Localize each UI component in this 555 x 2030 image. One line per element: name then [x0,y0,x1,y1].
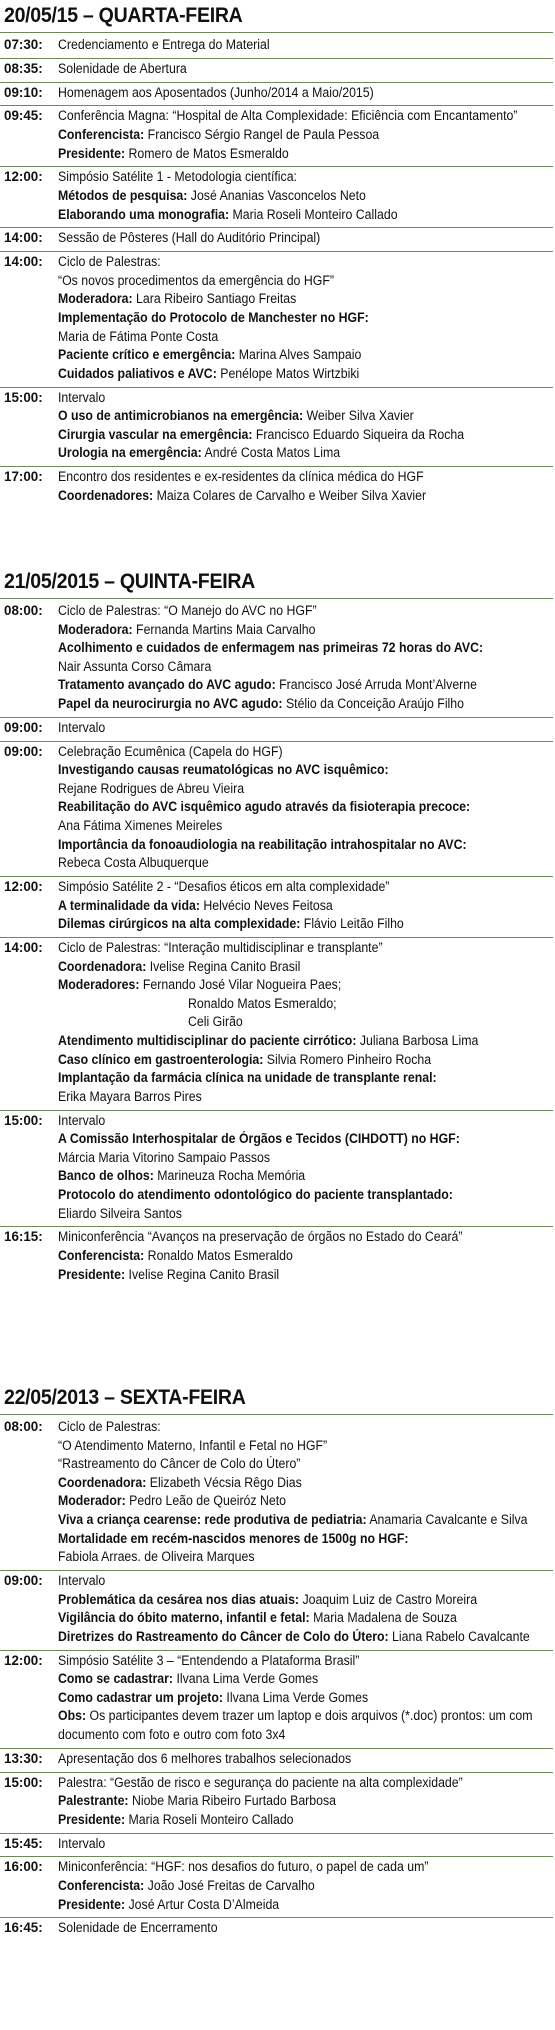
entry-text: André Costa Matos Lima [201,445,341,461]
entry-text: Maria Roseli Monteiro Callado [125,1811,294,1827]
time-label: 12:00: [4,169,43,185]
entry-text: Joaquim Luiz de Castro Moreira [299,1591,478,1607]
topic-label: Importância da fonoaudiologia na reabilitação intrahospitalar no AVC: [58,836,467,852]
entry-text: Marina Alves Sampaio [235,347,362,363]
divider [0,1110,553,1111]
topic-label: A Comissão Interhospitalar de Órgãos e Tecidos (CIHDOTT) no HGF: [58,1131,460,1147]
entry-text: Palestra: “Gestão de risco e segurança do paciente na alta complexidade” [58,1774,463,1790]
divider [0,1772,553,1773]
entry-text: Encontro dos residentes e ex-residentes da clínica médica do HGF [58,469,424,485]
topic-label: Presidente: [58,1266,126,1282]
entry-text: Ilvana Lima Verde Gomes [222,1689,369,1705]
time-label: 09:10: [4,84,43,100]
entry-text: Liana Rabelo Cavalcante [388,1628,530,1644]
divider [0,227,553,228]
entry-text: Ivelise Regina Canito Brasil [125,1266,280,1282]
topic-label: Atendimento multidisciplinar do paciente cirrótico: [58,1033,357,1048]
entry-text: Intervalo [58,1573,106,1588]
entry-text: Ciclo de Palestras: [58,254,161,270]
topic-label: Diretrizes do Rastreamento do Câncer de Colo do Útero: [58,1628,389,1644]
divider [0,82,553,83]
entry-text: Fernanda Martins Maia Carvalho [132,621,316,637]
time-label: 15:00: [4,1112,43,1128]
entry-text: Simpósio Satélite 1 - Metodologia científica: [58,169,297,185]
divider [0,741,553,742]
entry-text: Anamaria Cavalcante e Silva [366,1512,528,1527]
topic-label: Investigando causas reumatológicas no AVC isquêmico: [58,762,389,778]
entry-text: Ronaldo Matos Esmeraldo [144,1248,293,1263]
entry-text: Maiza Colares de Carvalho e Weiber Silva Xavier [153,487,427,503]
entry-text: Francisco José Arruda Mont’Alverne [275,677,477,693]
entry-text: Ilvana Lima Verde Gomes [173,1671,319,1687]
time-label: 16:45: [4,1920,43,1936]
time-label: 08:00: [4,1419,43,1434]
entry-text: Romero de Matos Esmeraldo [125,145,289,161]
entry-text: Weiber Silva Xavier [303,408,414,424]
entry-text: Ivelise Regina Canito Brasil [146,958,301,974]
divider [0,1856,553,1857]
entry-text: Flávio Leitão Filho [300,916,404,932]
entry-text: Márcia Maria Vitorino Sampaio Passos [58,1149,271,1165]
topic-label: Cuidados paliativos e AVC: [58,365,217,381]
entry-text: Pedro Leão de Queiróz Neto [125,1493,287,1509]
entry-text: Intervalo [58,389,106,405]
entry-text: Ciclo de Palestras: “Interação multidisciplinar e transplante” [58,940,383,955]
divider [0,32,553,33]
topic-label: Moderadores: [58,977,140,993]
entry-text: Fernando José Vilar Nogueira Paes; [139,977,342,993]
topic-label: Problemática da cesárea nos dias atuais: [58,1591,300,1607]
topic-label: Como cadastrar um projeto: [58,1689,223,1705]
time-label: 17:00: [4,469,43,485]
topic-label: Obs: [58,1708,87,1724]
time-label: 15:45: [4,1835,43,1851]
time-label: 16:15: [4,1229,43,1245]
entry-text: Maria de Fátima Ponte Costa [58,328,219,344]
entry-text: Simpósio Satélite 3 – “Entendendo a Plataforma Brasil” [58,1652,360,1668]
entry-text: Helvécio Neves Feitosa [199,897,333,913]
topic-label: Moderadora: [58,291,133,307]
entry-text: Francisco Eduardo Siqueira da Rocha [252,426,465,442]
topic-label: Implementação do Protocolo de Manchester no HGF: [58,310,369,325]
divider [0,937,553,938]
entry-text: Silvia Romero Pinheiro Rocha [263,1051,432,1067]
entry-text: Homenagem aos Aposentados (Junho/2014 a Maio/2015) [58,84,374,100]
entry-text: Eliardo Silveira Santos [58,1205,182,1221]
entry-text: Ciclo de Palestras: [58,1419,161,1434]
divider [0,387,553,388]
entry-text: João José Freitas de Carvalho [144,1878,315,1893]
topic-label: Mortalidade em recém-nascidos menores de 1500g no HGF: [58,1530,409,1546]
divider [0,105,553,106]
entry-text: Celebração Ecumênica (Capela do HGF) [58,743,283,759]
topic-label: O uso de antimicrobianos na emergência: [58,408,304,424]
day-heading: 20/05/15 – QUARTA-FEIRA [4,4,243,27]
entry-text: Intervalo [58,719,106,735]
topic-label: Coordenadores: [58,487,154,503]
time-label: 08:35: [4,60,43,76]
topic-label: Paciente crítico e emergência: [58,347,236,363]
divider [0,1414,553,1415]
time-label: 15:00: [4,389,43,405]
time-label: 09:00: [4,743,43,759]
entry-text: Credenciamento e Entrega do Material [58,37,270,52]
topic-label: Coordenadora: [58,958,147,974]
divider [0,598,553,599]
time-label: 07:30: [4,37,43,52]
day-heading: 21/05/2015 – QUINTA-FEIRA [4,570,255,593]
topic-label: Papel da neurocirurgia no AVC agudo: [58,696,283,711]
divider [0,166,553,167]
time-label: 09:00: [4,719,43,735]
entry-text: Miniconferência “Avanços na preservação de órgãos no Estado do Ceará” [58,1229,463,1245]
topic-label: Conferencista: [58,1878,145,1893]
entry-text: Rejane Rodrigues de Abreu Vieira [58,780,245,796]
time-label: 12:00: [4,879,43,894]
entry-text: “Os novos procedimentos da emergência do HGF” [58,272,334,288]
entry-text: Juliana Barbosa Lima [356,1033,479,1048]
topic-label: Urologia na emergência: [58,445,202,461]
entry-text: Ciclo de Palestras: “O Manejo do AVC no HGF” [58,603,317,618]
topic-label: Palestrante: [58,1793,129,1809]
topic-label: Protocolo do atendimento odontológico do paciente transplantado: [58,1187,453,1202]
entry-text: Solenidade de Encerramento [58,1920,218,1936]
time-label: 13:30: [4,1750,43,1766]
time-label: 14:00: [4,230,43,246]
entry-text: Solenidade de Abertura [58,60,187,76]
topic-label: Elaborando uma monografia: [58,206,230,222]
topic-label: Conferencista: [58,127,145,142]
entry-text: Francisco Sérgio Rangel de Paula Pessoa [144,127,380,142]
divider [0,876,553,877]
topic-label: Como se cadastrar: [58,1671,174,1687]
divider [0,251,553,252]
divider [0,1650,553,1651]
divider [0,58,553,59]
entry-text: Apresentação dos 6 melhores trabalhos selecionados [58,1750,352,1766]
divider [0,1570,553,1571]
entry-text: Nair Assunta Corso Câmara [58,658,212,674]
entry-text: Maria Madalena de Souza [309,1610,457,1626]
time-label: 08:00: [4,603,43,618]
divider [0,1226,553,1227]
entry-text: Celi Girão [188,1014,243,1030]
entry-text: Intervalo [58,1835,106,1851]
day-heading: 22/05/2013 – SEXTA-FEIRA [4,1386,246,1409]
entry-text: Marineuza Rocha Memória [153,1168,306,1184]
entry-text: Ronaldo Matos Esmeraldo; [188,995,337,1011]
entry-text: Lara Ribeiro Santiago Freitas [132,291,297,307]
entry-text: Maria Roseli Monteiro Callado [229,206,398,222]
time-label: 14:00: [4,254,43,270]
entry-text: José Artur Costa D’Almeida [125,1896,280,1912]
topic-label: Presidente: [58,145,126,161]
topic-label: Conferencista: [58,1248,145,1263]
topic-label: Banco de olhos: [58,1168,154,1184]
entry-text: “O Atendimento Materno, Infantil e Fetal no HGF” [58,1437,328,1453]
time-label: 12:00: [4,1652,43,1668]
entry-text: Penélope Matos Wirtzbiki [216,365,360,381]
entry-text: Erika Mayara Barros Pires [58,1088,202,1104]
entry-text: Simpósio Satélite 2 - “Desafios éticos em alta complexidade” [58,879,390,894]
topic-label: Reabilitação do AVC isquêmico agudo através da fisioterapia precoce: [58,799,471,815]
entry-text: documento com foto e outro com foto 3x4 [58,1727,286,1742]
entry-text: Os participantes devem trazer um laptop e dois arquivos (*.doc) prontos: um com [86,1708,533,1724]
divider [0,466,553,467]
time-label: 14:00: [4,940,43,955]
entry-text: “Rastreamento do Câncer de Colo do Útero” [58,1456,301,1472]
topic-label: Vigilância do óbito materno, infantil e fetal: [58,1610,310,1626]
divider [0,1748,553,1749]
entry-text: Stélio da Conceição Araújo Filho [282,696,465,711]
entry-text: José Ananias Vasconcelos Neto [187,188,366,203]
entry-text: Sessão de Pôsteres (Hall do Auditório Principal) [58,230,321,246]
time-label: 16:00: [4,1859,43,1875]
topic-label: Moderadora: [58,621,133,637]
topic-label: Coordenadora: [58,1474,147,1490]
divider [0,717,553,718]
topic-label: Implantação da farmácia clínica na unidade de transplante renal: [58,1070,437,1086]
topic-label: Acolhimento e cuidados de enfermagem nas primeiras 72 horas do AVC: [58,640,484,656]
entry-text: Ana Fátima Ximenes Meireles [58,818,223,833]
topic-label: Caso clínico em gastroenterologia: [58,1051,264,1067]
topic-label: Cirurgia vascular na emergência: [58,426,253,442]
entry-text: Rebeca Costa Albuquerque [58,855,209,871]
divider [0,1917,553,1918]
topic-label: Moderador: [58,1493,126,1509]
topic-label: Métodos de pesquisa: [58,188,188,203]
topic-label: Presidente: [58,1896,126,1912]
topic-label: Presidente: [58,1811,126,1827]
entry-text: Elizabeth Vécsia Rêgo Dias [146,1474,302,1490]
entry-text: Conferência Magna: “Hospital de Alta Complexidade: Eficiência com Encantamento” [58,108,518,124]
time-label: 15:00: [4,1774,43,1790]
topic-label: Tratamento avançado do AVC agudo: [58,677,276,693]
entry-text: Miniconferência: “HGF: nos desafios do futuro, o papel de cada um” [58,1859,429,1875]
divider [0,1833,553,1834]
entry-text: Niobe Maria Ribeiro Furtado Barbosa [128,1793,337,1809]
topic-label: Viva a criança cearense: rede produtiva de pediatria: [58,1512,367,1527]
time-label: 09:00: [4,1573,43,1588]
entry-text: Fabiola Arraes. de Oliveira Marques [58,1549,255,1565]
entry-text: Intervalo [58,1112,106,1128]
time-label: 09:45: [4,108,43,124]
topic-label: Dilemas cirúrgicos na alta complexidade: [58,916,301,932]
topic-label: A terminalidade da vida: [58,897,200,913]
